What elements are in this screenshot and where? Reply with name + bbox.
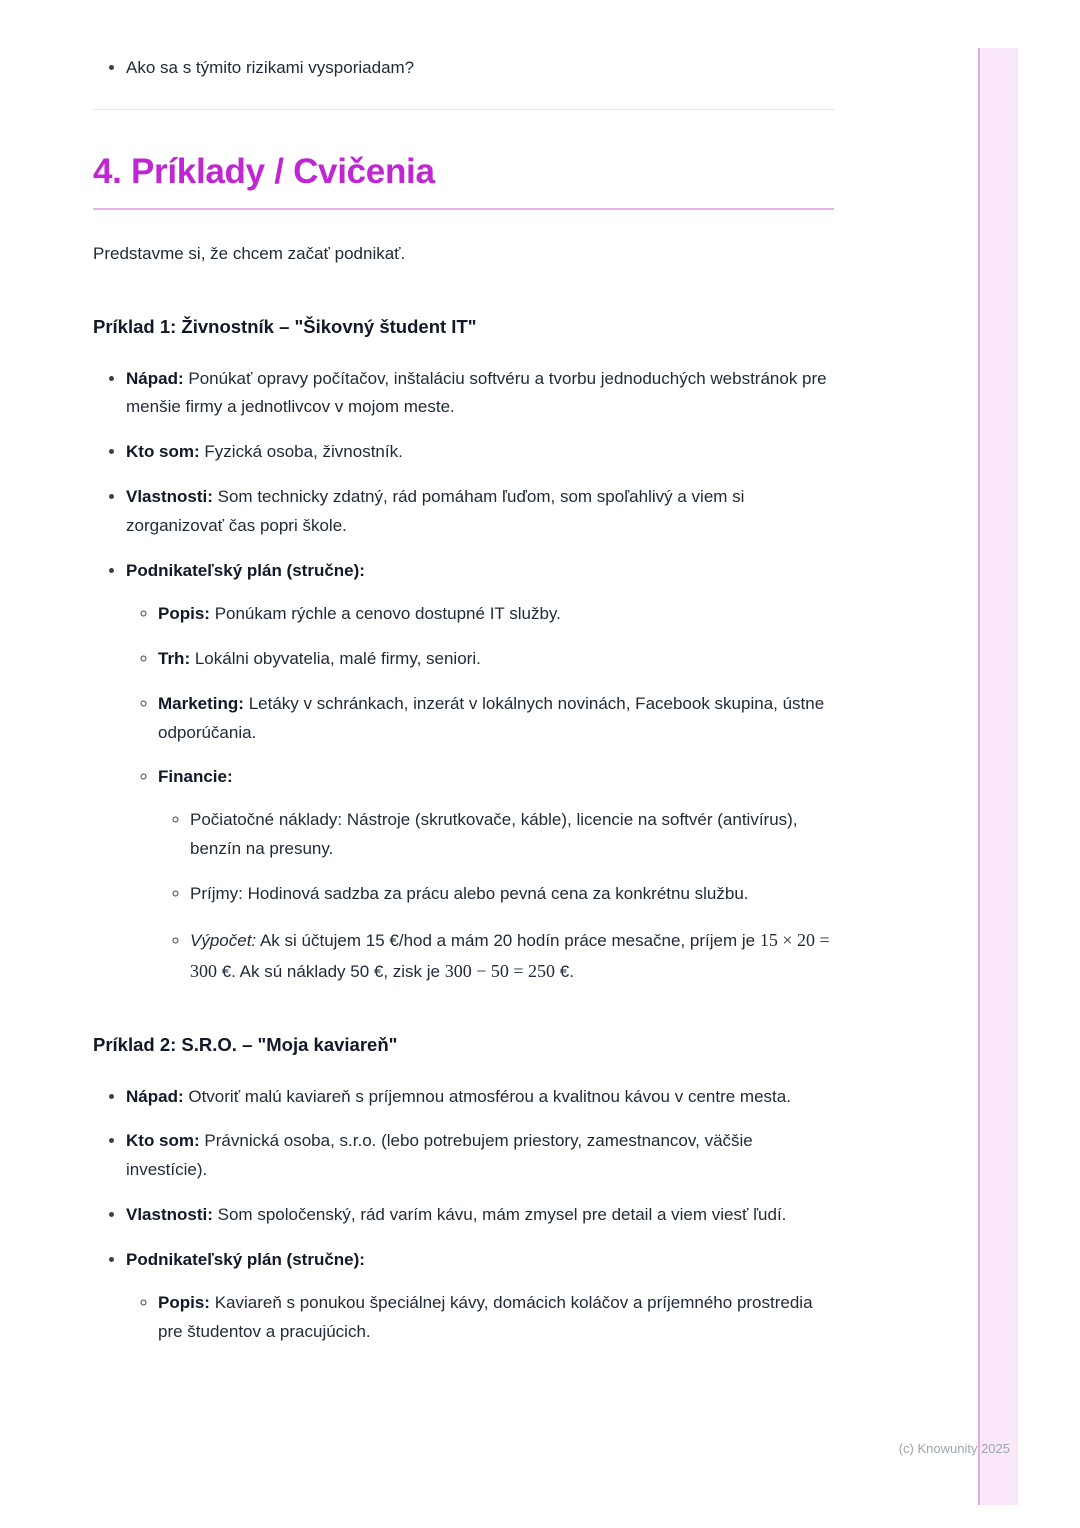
list-item: [126, 557, 834, 987]
item-text: Otvoriť malú kaviareň s príjemnou atmosférou a kvalitnou kávou v centre mesta.: [188, 1086, 791, 1106]
example-2-heading: Príklad 2: S.R.O. – "Moja kaviareň": [93, 1033, 398, 1055]
list-item: [126, 483, 834, 541]
example-2-list: [93, 1083, 834, 1347]
item-text: Ponúkam rýchle a cenovo dostupné IT služby.: [214, 603, 561, 623]
list-item: [190, 925, 834, 987]
calc-text: €.: [555, 961, 574, 981]
list-item: [126, 54, 834, 83]
divider: [93, 109, 834, 110]
math-expression: 300 − 50 = 250: [444, 960, 556, 981]
list-item: [158, 763, 834, 986]
item-label: Financie:: [158, 767, 233, 787]
list-item: [126, 1127, 834, 1185]
list-item: [158, 1289, 834, 1347]
list-item: [158, 645, 834, 674]
example-1-list: [93, 365, 834, 987]
item-text: Počiatočné náklady: Nástroje (skrutkovače, káble), licencie na softvér (antivírus), benzín na presuny.: [190, 810, 798, 859]
section-heading: 4. Príklady / Cvičenia: [93, 152, 834, 210]
list-item: [126, 1246, 834, 1347]
document-content: [93, 0, 834, 1363]
page-edge-accent: [978, 48, 1018, 1505]
math-expression: 15 × 20 = 300: [190, 930, 830, 981]
list-item: [126, 1201, 834, 1230]
copyright-note: (c) Knowunity 2025: [898, 1441, 1010, 1456]
list-item-text: Ako sa s týmito rizikami vysporiadam?: [126, 58, 415, 77]
list-item: [190, 806, 834, 864]
item-text: Príjmy: Hodinová sadzba za prácu alebo pevná cena za konkrétnu službu.: [190, 884, 749, 904]
finance-list: [158, 806, 834, 986]
plan-list: [126, 1289, 834, 1347]
calc-text: €. Ak sú náklady 50 €, zisk je: [217, 961, 445, 981]
item-label: Vlastnosti:: [126, 487, 213, 507]
list-item: [190, 880, 834, 909]
list-item: [158, 690, 834, 748]
item-text: Kaviareň s ponukou špeciálnej kávy, domácich koláčov a príjemného prostredia pre študentov a pracujúcich.: [158, 1292, 813, 1341]
item-label: Marketing:: [158, 693, 244, 713]
item-text: Som spoločenský, rád varím kávu, mám zmysel pre detail a viem viesť ľudí.: [217, 1205, 787, 1225]
item-label: Popis:: [158, 1292, 210, 1312]
item-label: Kto som:: [126, 1131, 200, 1151]
list-item: [126, 1083, 834, 1112]
item-label: Vlastnosti:: [126, 1205, 213, 1225]
item-text: Letáky v schránkach, inzerát v lokálnych novinách, Facebook skupina, ústne odporúčania.: [158, 693, 825, 742]
item-label: Podnikateľský plán (stručne):: [126, 1250, 365, 1270]
item-label: Nápad:: [126, 368, 184, 388]
intro-list: [93, 54, 834, 83]
list-item: [126, 438, 834, 467]
item-label: Nápad:: [126, 1086, 184, 1106]
item-label: Trh:: [158, 648, 191, 668]
list-item: [158, 600, 834, 629]
example-1-heading: Príklad 1: Živnostník – "Šikovný študent IT": [93, 315, 477, 337]
item-text: Ponúkať opravy počítačov, inštaláciu softvéru a tvorbu jednoduchých webstránok pre menšie firmy a jednotlivcov v mojom meste.: [126, 368, 827, 417]
plan-list: [126, 600, 834, 987]
item-label: Kto som:: [126, 442, 200, 462]
item-text: Som technicky zdatný, rád pomáham ľuďom, som spoľahlivý a viem si zorganizovať čas popri škole.: [126, 487, 745, 536]
item-label: Popis:: [158, 603, 210, 623]
item-text: Lokálni obyvatelia, malé firmy, seniori.: [194, 648, 481, 668]
item-text: Právnická osoba, s.r.o. (lebo potrebujem priestory, zamestnancov, väčšie investície).: [126, 1131, 753, 1180]
calc-text: Ak si účtujem 15 €/hod a mám 20 hodín práce mesačne, príjem je: [259, 931, 760, 950]
calc-label: Výpočet:: [190, 931, 257, 950]
item-label: Podnikateľský plán (stručne):: [126, 560, 365, 580]
item-text: Fyzická osoba, živnostník.: [204, 442, 403, 462]
list-item: [126, 365, 834, 423]
lead-paragraph: Predstavme si, že chcem začať podnikať.: [93, 243, 406, 263]
